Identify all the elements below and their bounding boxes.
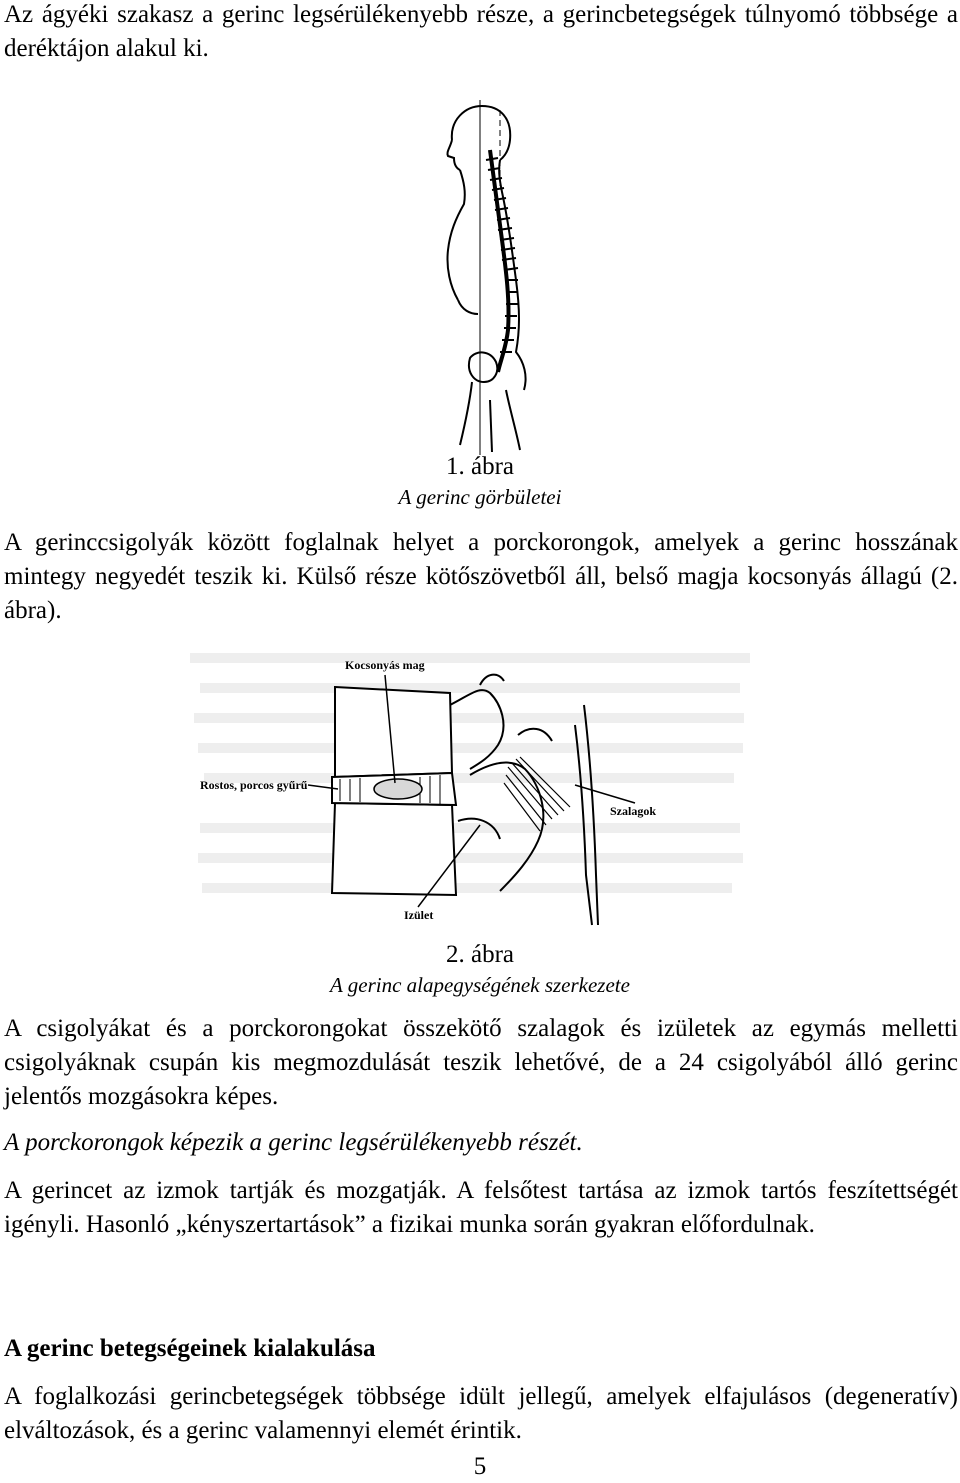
emphasis-paragraph: A porckorongok képezik a gerinc legsérülékenyebb részét.: [4, 1129, 583, 1156]
figure1-number: 1. ábra: [445, 453, 515, 480]
spine-curvature-figure: [420, 100, 570, 455]
nucleus-label: Kocsonyás mag: [345, 658, 425, 672]
faded-background-text: [190, 653, 750, 893]
muscles-paragraph: A gerincet az izmok tartják és mozgatják. A felsőtest tartása az izmok tartós feszítettségét igényli. Hasonló „kényszertartások” a fizikai munka során gyakran előfordulnak.: [4, 1177, 958, 1238]
annulus-label: Rostos, porcos gyűrű: [200, 778, 308, 792]
figure1-title: A gerinc görbületei: [398, 485, 562, 509]
ligaments-leader-line: [575, 785, 635, 803]
diseases-paragraph: A foglalkozási gerincbetegségek többsége idült jellegű, amelyek elfajulásos (degeneratív) elváltozások, és a gerinc valamennyi elemét érintik.: [4, 1383, 958, 1444]
intro-paragraph: Az ágyéki szakasz a gerinc legsérülékenyebb része, a gerincbetegségek túlnyomó többsége a deréktájon alakul ki.: [4, 1, 958, 62]
ligaments-paragraph: A csigolyákat és a porckorongokat összekötő szalagok és izületek az egymás melletti csigolyáknak csupán kis megmozdulását teszik lehetővé, de a 24 csigolyából álló gerinc jelentős mozgásokra képes.: [4, 1015, 958, 1110]
vertebra-structure-figure: [180, 645, 760, 930]
discs-paragraph: A gerinccsigolyák között foglalnak helyet a porckorongok, amelyek a gerinc hosszának mintegy negyedét teszik ki. Külső része kötőszövetből áll, belső magja kocsonyás állagú (2. ábra).: [4, 529, 958, 624]
figure2-title: A gerinc alapegységének szerkezete: [330, 973, 630, 997]
figure2-number: 2. ábra: [445, 941, 515, 968]
page-number: 5: [473, 1453, 487, 1480]
ligaments-label: Szalagok: [610, 804, 657, 818]
section-heading: A gerinc betegségeinek kialakulása: [4, 1335, 376, 1362]
joint-label: Izület: [404, 908, 434, 922]
